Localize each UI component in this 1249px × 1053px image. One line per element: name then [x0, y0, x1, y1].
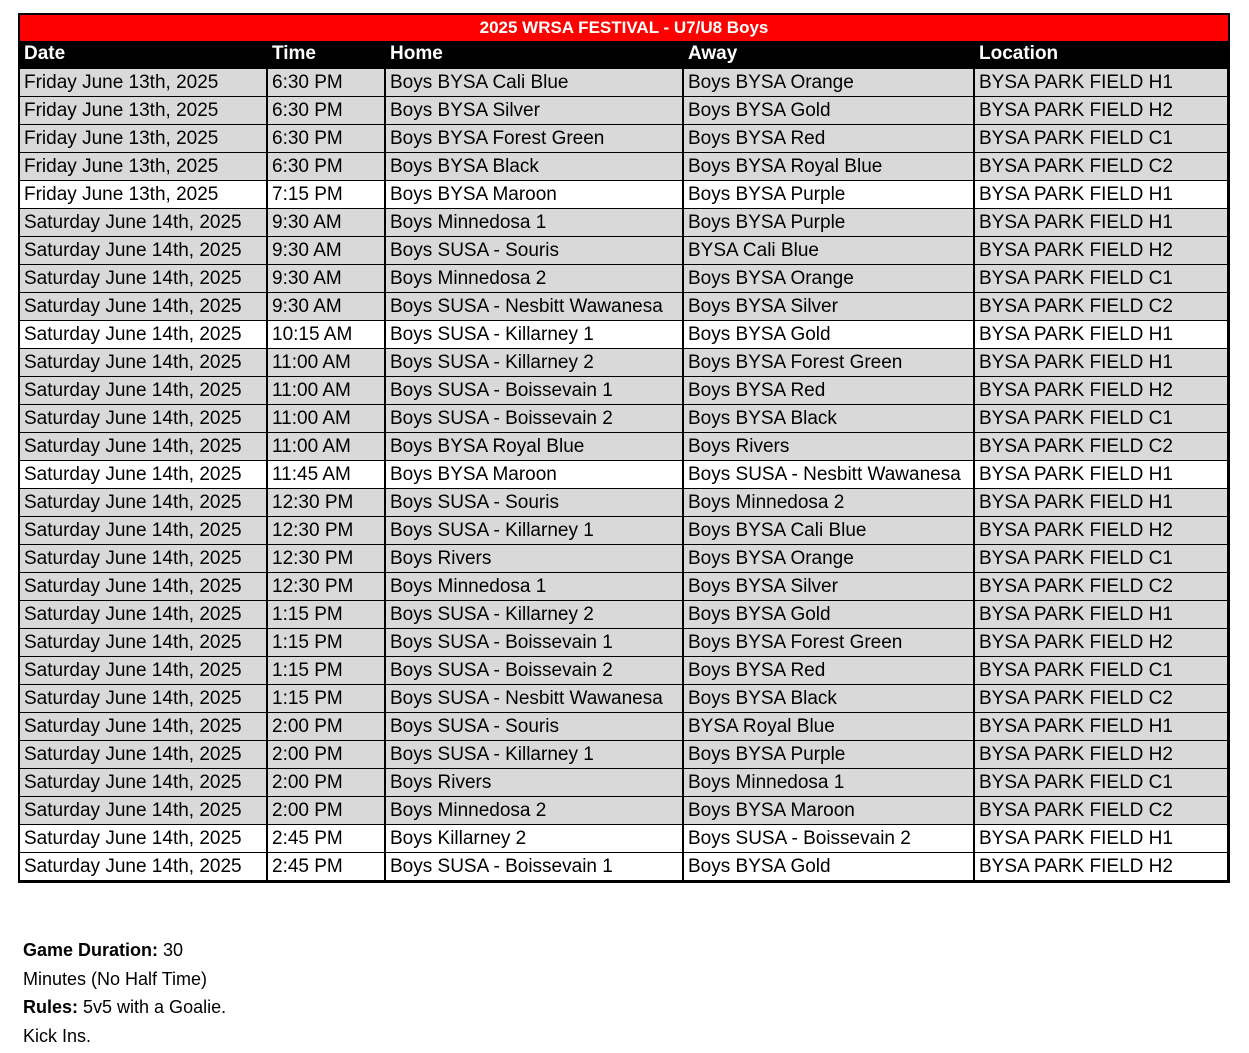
cell-home: Boys Rivers [385, 545, 683, 573]
cell-home: Boys BYSA Royal Blue [385, 433, 683, 461]
game-duration-label: Game Duration: [23, 940, 159, 960]
table-row [20, 769, 1228, 797]
cell-home: Boys SUSA - Nesbitt Wawanesa [385, 293, 683, 321]
cell-time: 9:30 AM [267, 209, 385, 237]
cell-away: Boys BYSA Gold [683, 97, 974, 125]
cell-time: 9:30 AM [267, 237, 385, 265]
schedule-body [20, 68, 1228, 881]
cell-away: Boys BYSA Maroon [683, 797, 974, 825]
cell-date: Saturday June 14th, 2025 [20, 489, 267, 517]
cell-home: Boys SUSA - Killarney 1 [385, 517, 683, 545]
header-row [20, 41, 1228, 68]
cell-away: Boys Rivers [683, 433, 974, 461]
cell-home: Boys SUSA - Souris [385, 489, 683, 517]
cell-away: Boys Minnedosa 1 [683, 769, 974, 797]
cell-date: Friday June 13th, 2025 [20, 153, 267, 181]
cell-away: Boys BYSA Purple [683, 181, 974, 209]
table-row [20, 321, 1228, 349]
cell-location: BYSA PARK FIELD H2 [974, 517, 1228, 545]
cell-location: BYSA PARK FIELD C2 [974, 573, 1228, 601]
table-row [20, 797, 1228, 825]
rules-continued: Kick Ins. [23, 1025, 92, 1046]
table-row [20, 545, 1228, 573]
cell-home: Boys BYSA Maroon [385, 461, 683, 489]
cell-location: BYSA PARK FIELD H2 [974, 741, 1228, 769]
cell-time: 7:15 PM [267, 181, 385, 209]
cell-location: BYSA PARK FIELD C1 [974, 545, 1228, 573]
cell-home: Boys SUSA - Killarney 2 [385, 601, 683, 629]
cell-location: BYSA PARK FIELD H2 [974, 377, 1228, 405]
cell-location: BYSA PARK FIELD H1 [974, 825, 1228, 853]
table-row [20, 741, 1228, 769]
table-row [20, 433, 1228, 461]
cell-away: Boys BYSA Gold [683, 321, 974, 349]
table-row [20, 685, 1228, 713]
cell-location: BYSA PARK FIELD H2 [974, 629, 1228, 657]
cell-away: Boys BYSA Gold [683, 601, 974, 629]
table-row [20, 461, 1228, 489]
cell-home: Boys SUSA - Boissevain 2 [385, 657, 683, 685]
cell-location: BYSA PARK FIELD H1 [974, 68, 1228, 97]
cell-date: Saturday June 14th, 2025 [20, 853, 267, 881]
table-row [20, 68, 1228, 97]
cell-away: Boys BYSA Cali Blue [683, 517, 974, 545]
cell-away: Boys BYSA Black [683, 405, 974, 433]
cell-time: 1:15 PM [267, 657, 385, 685]
cell-time: 6:30 PM [267, 68, 385, 97]
cell-away: Boys BYSA Purple [683, 741, 974, 769]
cell-date: Saturday June 14th, 2025 [20, 349, 267, 377]
cell-location: BYSA PARK FIELD H2 [974, 237, 1228, 265]
cell-time: 6:30 PM [267, 153, 385, 181]
rules-value: 5v5 with a Goalie. [78, 997, 227, 1017]
table-row [20, 713, 1228, 741]
cell-time: 10:15 AM [267, 321, 385, 349]
cell-location: BYSA PARK FIELD C2 [974, 293, 1228, 321]
cell-away: Boys BYSA Gold [683, 853, 974, 881]
cell-date: Saturday June 14th, 2025 [20, 601, 267, 629]
column-header-date: Date [20, 41, 267, 68]
cell-time: 2:00 PM [267, 713, 385, 741]
table-row [20, 349, 1228, 377]
game-duration-continued: Minutes (No Half Time) [23, 968, 208, 989]
column-header-location: Location [974, 41, 1228, 68]
game-duration-note [23, 936, 226, 965]
cell-home: Boys SUSA - Boissevain 1 [385, 377, 683, 405]
cell-date: Saturday June 14th, 2025 [20, 629, 267, 657]
cell-away: Boys BYSA Red [683, 377, 974, 405]
cell-time: 12:30 PM [267, 489, 385, 517]
cell-location: BYSA PARK FIELD H1 [974, 181, 1228, 209]
cell-location: BYSA PARK FIELD C1 [974, 265, 1228, 293]
cell-home: Boys SUSA - Boissevain 1 [385, 629, 683, 657]
cell-away: Boys Minnedosa 2 [683, 489, 974, 517]
cell-date: Saturday June 14th, 2025 [20, 685, 267, 713]
cell-away: BYSA Royal Blue [683, 713, 974, 741]
cell-away: Boys BYSA Orange [683, 265, 974, 293]
table-row [20, 657, 1228, 685]
cell-home: Boys Killarney 2 [385, 825, 683, 853]
rules-note [23, 993, 226, 1022]
cell-location: BYSA PARK FIELD H1 [974, 461, 1228, 489]
cell-date: Saturday June 14th, 2025 [20, 657, 267, 685]
column-header-home: Home [385, 41, 683, 68]
cell-home: Boys SUSA - Nesbitt Wawanesa [385, 685, 683, 713]
cell-away: Boys BYSA Orange [683, 545, 974, 573]
cell-location: BYSA PARK FIELD C2 [974, 797, 1228, 825]
cell-time: 12:30 PM [267, 517, 385, 545]
cell-time: 11:00 AM [267, 349, 385, 377]
cell-time: 1:15 PM [267, 685, 385, 713]
cell-date: Saturday June 14th, 2025 [20, 321, 267, 349]
table-row [20, 405, 1228, 433]
cell-location: BYSA PARK FIELD C1 [974, 125, 1228, 153]
cell-location: BYSA PARK FIELD C2 [974, 153, 1228, 181]
table-row [20, 153, 1228, 181]
table-row [20, 97, 1228, 125]
cell-time: 12:30 PM [267, 573, 385, 601]
cell-time: 2:45 PM [267, 853, 385, 881]
cell-location: BYSA PARK FIELD C2 [974, 433, 1228, 461]
cell-location: BYSA PARK FIELD H1 [974, 349, 1228, 377]
cell-home: Boys SUSA - Killarney 1 [385, 321, 683, 349]
table-row [20, 377, 1228, 405]
cell-date: Saturday June 14th, 2025 [20, 405, 267, 433]
cell-date: Saturday June 14th, 2025 [20, 545, 267, 573]
cell-location: BYSA PARK FIELD C1 [974, 769, 1228, 797]
cell-home: Boys BYSA Forest Green [385, 125, 683, 153]
schedule-sheet [18, 13, 1230, 883]
cell-date: Saturday June 14th, 2025 [20, 713, 267, 741]
cell-location: BYSA PARK FIELD C1 [974, 657, 1228, 685]
cell-time: 2:00 PM [267, 769, 385, 797]
cell-time: 9:30 AM [267, 293, 385, 321]
cell-location: BYSA PARK FIELD C2 [974, 685, 1228, 713]
cell-away: Boys BYSA Forest Green [683, 629, 974, 657]
cell-home: Boys SUSA - Killarney 2 [385, 349, 683, 377]
cell-away: Boys BYSA Royal Blue [683, 153, 974, 181]
cell-home: Boys SUSA - Boissevain 2 [385, 405, 683, 433]
table-row [20, 181, 1228, 209]
table-row [20, 573, 1228, 601]
game-duration-value: 30 [158, 940, 184, 960]
cell-date: Friday June 13th, 2025 [20, 181, 267, 209]
cell-home: Boys Minnedosa 1 [385, 209, 683, 237]
cell-away: Boys BYSA Red [683, 125, 974, 153]
cell-home: Boys SUSA - Souris [385, 713, 683, 741]
schedule-table [20, 41, 1228, 881]
cell-time: 1:15 PM [267, 601, 385, 629]
rules-label: Rules: [23, 997, 79, 1017]
cell-home: Boys Minnedosa 2 [385, 797, 683, 825]
cell-location: BYSA PARK FIELD H2 [974, 97, 1228, 125]
table-row [20, 209, 1228, 237]
table-row [20, 601, 1228, 629]
cell-date: Saturday June 14th, 2025 [20, 293, 267, 321]
cell-date: Saturday June 14th, 2025 [20, 741, 267, 769]
cell-away: Boys SUSA - Boissevain 2 [683, 825, 974, 853]
cell-date: Saturday June 14th, 2025 [20, 573, 267, 601]
cell-time: 1:15 PM [267, 629, 385, 657]
cell-away: Boys BYSA Silver [683, 573, 974, 601]
table-row [20, 853, 1228, 881]
table-row [20, 629, 1228, 657]
cell-home: Boys BYSA Silver [385, 97, 683, 125]
cell-time: 2:45 PM [267, 825, 385, 853]
cell-date: Saturday June 14th, 2025 [20, 237, 267, 265]
cell-home: Boys Rivers [385, 769, 683, 797]
cell-date: Friday June 13th, 2025 [20, 97, 267, 125]
cell-date: Saturday June 14th, 2025 [20, 517, 267, 545]
column-header-away: Away [683, 41, 974, 68]
cell-home: Boys Minnedosa 1 [385, 573, 683, 601]
cell-home: Boys BYSA Maroon [385, 181, 683, 209]
cell-location: BYSA PARK FIELD H1 [974, 321, 1228, 349]
cell-date: Saturday June 14th, 2025 [20, 377, 267, 405]
cell-home: Boys Minnedosa 2 [385, 265, 683, 293]
cell-date: Saturday June 14th, 2025 [20, 433, 267, 461]
table-row [20, 265, 1228, 293]
cell-time: 2:00 PM [267, 797, 385, 825]
cell-location: BYSA PARK FIELD H2 [974, 853, 1228, 881]
cell-away: Boys BYSA Silver [683, 293, 974, 321]
cell-away: Boys BYSA Orange [683, 68, 974, 97]
cell-home: Boys SUSA - Boissevain 1 [385, 853, 683, 881]
cell-time: 9:30 AM [267, 265, 385, 293]
cell-date: Friday June 13th, 2025 [20, 68, 267, 97]
cell-home: Boys BYSA Black [385, 153, 683, 181]
cell-time: 11:00 AM [267, 433, 385, 461]
cell-time: 2:00 PM [267, 741, 385, 769]
cell-home: Boys SUSA - Killarney 1 [385, 741, 683, 769]
table-row [20, 489, 1228, 517]
cell-location: BYSA PARK FIELD H1 [974, 713, 1228, 741]
cell-date: Saturday June 14th, 2025 [20, 461, 267, 489]
cell-time: 11:45 AM [267, 461, 385, 489]
cell-away: Boys BYSA Black [683, 685, 974, 713]
cell-away: Boys SUSA - Nesbitt Wawanesa [683, 461, 974, 489]
notes [23, 936, 226, 1050]
cell-location: BYSA PARK FIELD C1 [974, 405, 1228, 433]
table-row [20, 517, 1228, 545]
cell-home: Boys BYSA Cali Blue [385, 68, 683, 97]
table-row [20, 293, 1228, 321]
table-row [20, 825, 1228, 853]
cell-time: 6:30 PM [267, 125, 385, 153]
cell-location: BYSA PARK FIELD H1 [974, 489, 1228, 517]
cell-date: Saturday June 14th, 2025 [20, 769, 267, 797]
cell-date: Saturday June 14th, 2025 [20, 209, 267, 237]
schedule-title: 2025 WRSA FESTIVAL - U7/U8 Boys [20, 15, 1228, 41]
table-row [20, 237, 1228, 265]
cell-date: Friday June 13th, 2025 [20, 125, 267, 153]
cell-away: BYSA Cali Blue [683, 237, 974, 265]
column-header-time: Time [267, 41, 385, 68]
cell-location: BYSA PARK FIELD H1 [974, 601, 1228, 629]
cell-away: Boys BYSA Red [683, 657, 974, 685]
cell-date: Saturday June 14th, 2025 [20, 825, 267, 853]
cell-away: Boys BYSA Forest Green [683, 349, 974, 377]
cell-time: 12:30 PM [267, 545, 385, 573]
cell-time: 6:30 PM [267, 97, 385, 125]
table-row [20, 125, 1228, 153]
cell-date: Saturday June 14th, 2025 [20, 265, 267, 293]
cell-location: BYSA PARK FIELD H1 [974, 209, 1228, 237]
cell-away: Boys BYSA Purple [683, 209, 974, 237]
cell-time: 11:00 AM [267, 377, 385, 405]
cell-time: 11:00 AM [267, 405, 385, 433]
cell-date: Saturday June 14th, 2025 [20, 797, 267, 825]
cell-home: Boys SUSA - Souris [385, 237, 683, 265]
